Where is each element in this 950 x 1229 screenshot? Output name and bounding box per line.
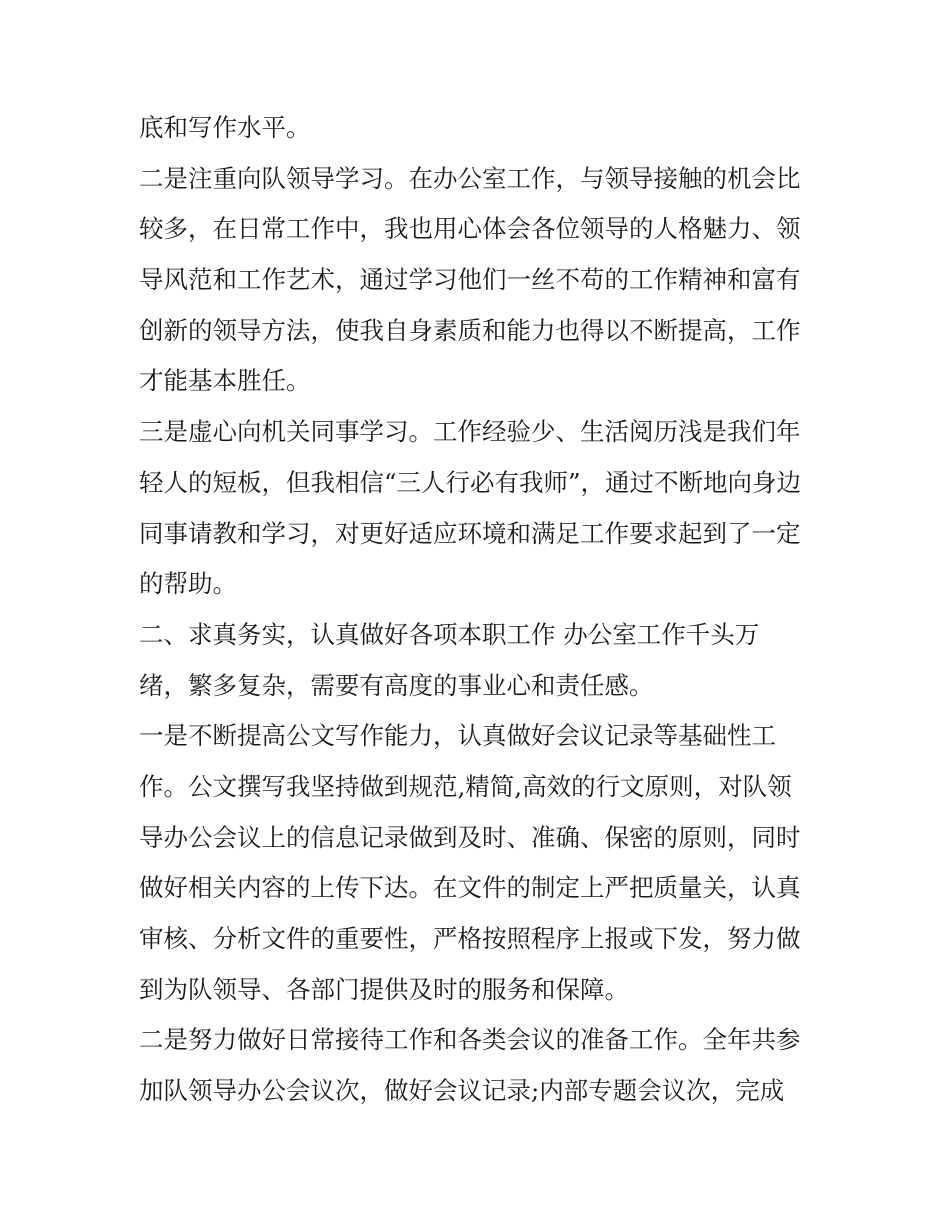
text-line: 底和写作水平。 [139, 113, 311, 142]
text-line: 轻人的短板，但我相信“三人行必有我师”，通过不断地向身边 [139, 467, 802, 497]
text-line: 绪，繁多复杂，需要有高度的事业心和责任感。 [139, 670, 654, 700]
text-line: 加队领导办公会议次，做好会议记录;内部专题会议次，完成 [139, 1076, 785, 1106]
document-body [139, 103, 829, 1117]
text-line: 审核、分析文件的重要性，严格按照程序上报或下发，努力做 [139, 924, 801, 953]
text-line: 导办公会议上的信息记录做到及时、准确、保密的原则，同时 [139, 822, 801, 852]
text-line: 到为队领导、各部门提供及时的服务和保障。 [139, 974, 629, 1004]
text-line: 做好相关内容的上传下达。在文件的制定上严把质量关，认真 [139, 873, 801, 903]
text-line: 二是努力做好日常接待工作和各类会议的准备工作。全年共参 [139, 1025, 801, 1055]
text-line: 二是注重向队领导学习。在办公室工作，与领导接触的机会比 [139, 163, 801, 193]
text-line: 一是不断提高公文写作能力，认真做好会议记录等基础性工 [139, 721, 776, 751]
text-line: 的帮助。 [139, 569, 237, 599]
text-line: 作。公文撰写我坚持做到规范,精简,高效的行文原则，对队领 [139, 771, 792, 801]
text-line: 导风范和工作艺术，通过学习他们一丝不苟的工作精神和富有 [139, 265, 801, 295]
text-line: 创新的领导方法，使我自身素质和能力也得以不断提高，工作 [139, 315, 801, 345]
text-line: 三是虚心向机关同事学习。工作经验少、生活阅历浅是我们年 [139, 417, 801, 447]
text-line: 才能基本胜任。 [139, 366, 311, 396]
text-line: 较多，在日常工作中，我也用心体会各位领导的人格魅力、领 [139, 214, 801, 244]
text-line: 同事请教和学习，对更好适应环境和满足工作要求起到了一定 [139, 518, 801, 548]
text-line: 二、求真务实，认真做好各项本职工作 办公室工作千头万 [139, 619, 760, 649]
